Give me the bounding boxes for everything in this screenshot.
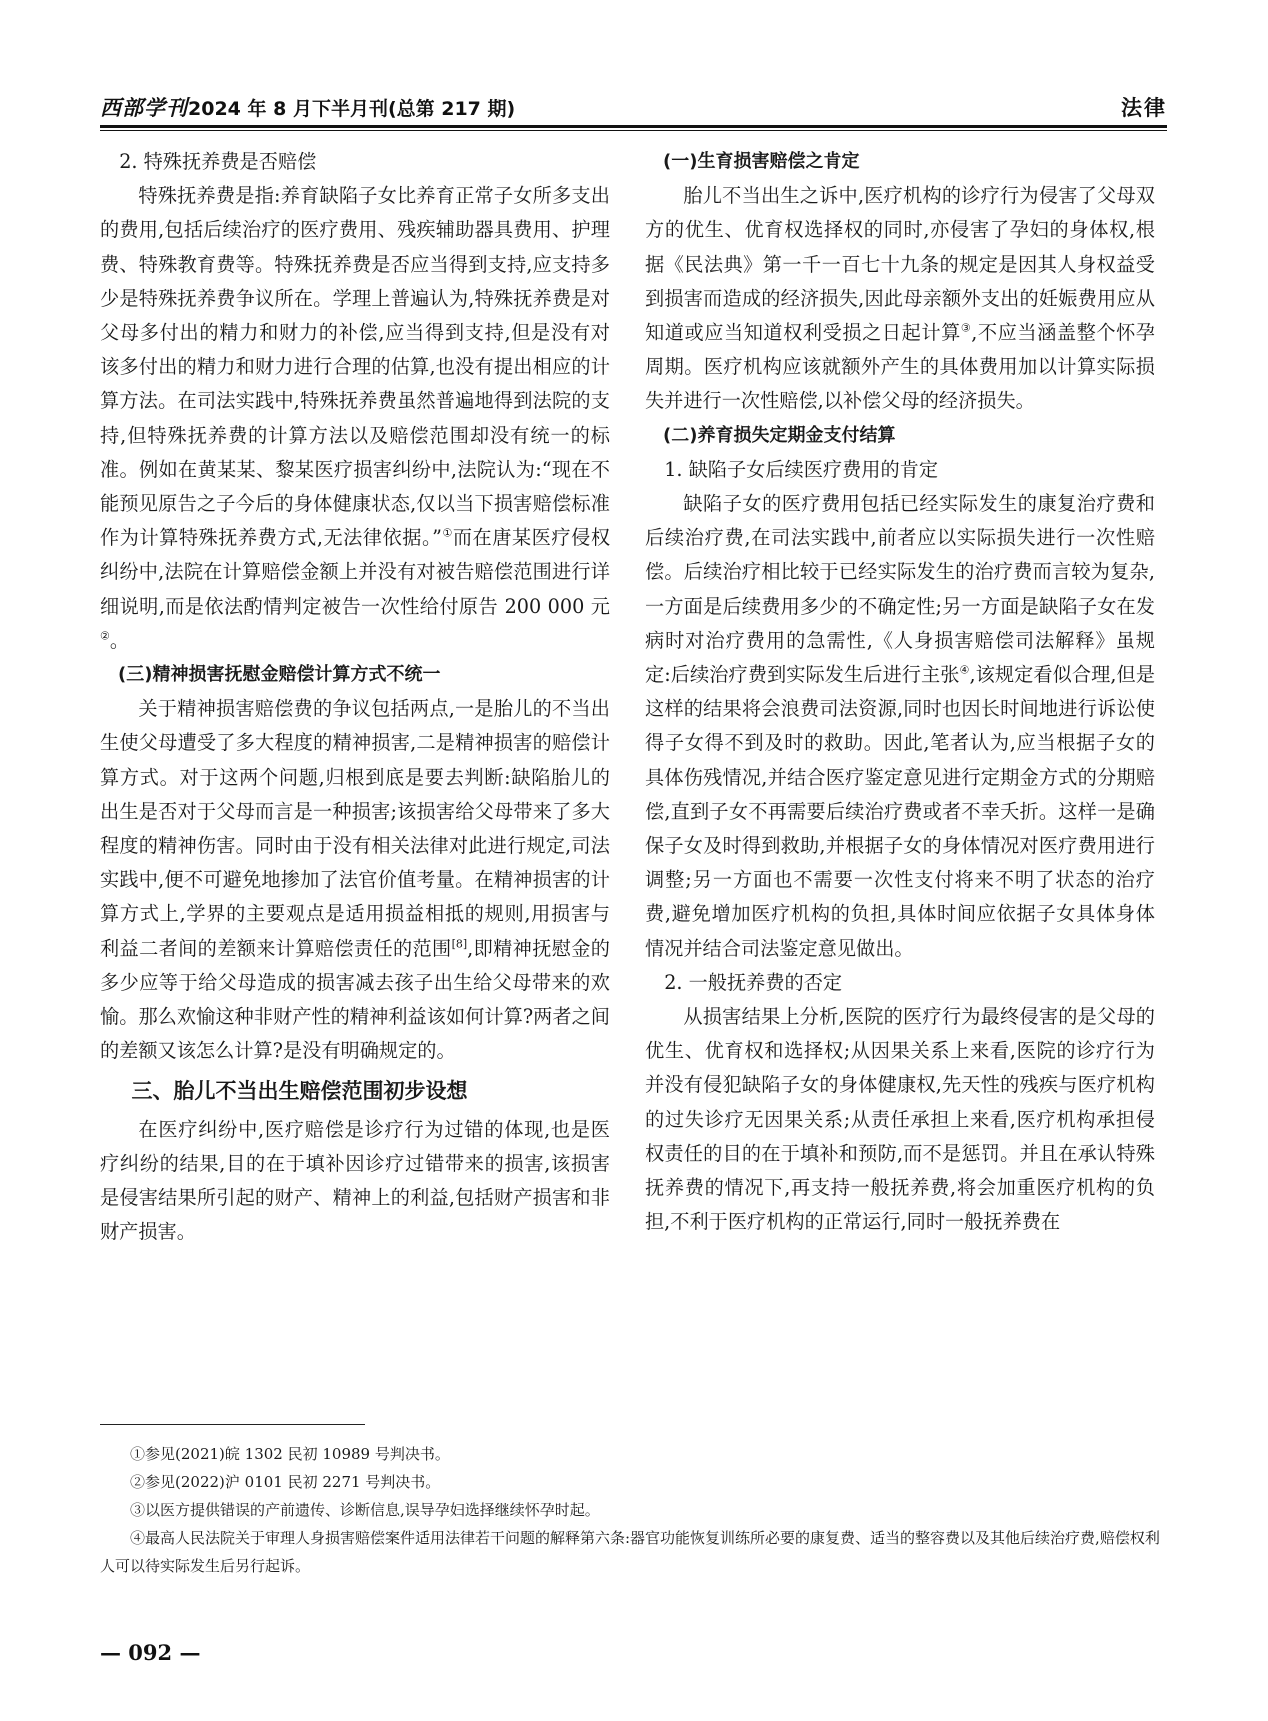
paragraph: 从损害结果上分析,医院的医疗行为最终侵害的是父母的优生、优育权和选择权;从因果关系上来看,医院的诊疗行为并没有侵犯缺陷子女的身体健康权,先天性的残疾与医疗机构的过失诊疗无因果关系;从责任承担上来看,医疗机构承担侵权责任的目的在于填补和预防,而不是惩罚。并且在承认特殊抚养费的情况下,再支持一般抚养费,将会加重医疗机构的负担,不利于医疗机构的正常运行,同时一般抚养费在 xyxy=(645,1005,1155,1234)
footnote: ③以医方提供错误的产前遗传、诊断信息,误导孕妇选择继续怀孕时起。 xyxy=(130,1501,600,1519)
footnote: ④最高人民法院关于审理人身损害赔偿案件适用法律若干问题的解释第六条:器官功能恢复训练所必要的康复费、适当的整容费以及其他后续治疗费,赔偿权利人可以待实际发生后另行起诉。 xyxy=(100,1529,1160,1575)
subheading: 2. 特殊抚养费是否赔偿 xyxy=(119,150,317,173)
paragraph-text: 关于精神损害赔偿费的争议包括两点,一是胎儿的不当出生使父母遭受了多大程度的精神损害,二是精神损害的赔偿计算方式。对于这两个问题,归根到底是要去判断:缺陷胎儿的出生是否对于父母而言是一种损害;该损害给父母带来了多大程度的精神伤害。同时由于没有相关法律对此进行规定,司法实践中,便不可避免地掺加了法官价值考量。在精神损害的计算方式上,学界的主要观点是适用损益相抵的规则,用损害与利益二者间的差额来计算赔偿责任的范围 xyxy=(100,697,610,960)
footnote-marker: ① xyxy=(441,526,453,540)
paragraph-text: 而在唐某医疗侵权纠纷中,法院在计算赔偿金额上并没有对被告赔偿范围进行详细说明,而是依法酌情判定被告一次性给付原告 200 000 元 xyxy=(100,526,611,618)
section-name: 法律 xyxy=(1121,96,1167,120)
paragraph-text: 。 xyxy=(109,628,130,652)
paragraph: 在医疗纠纷中,医疗赔偿是诊疗行为过错的体现,也是医疗纠纷的结果,目的在于填补因诊疗过错带来的损害,该损害是侵害结果所引起的财产、精神上的利益,包括财产损害和非财产损害。 xyxy=(100,1117,610,1244)
footnotes xyxy=(100,1440,1167,1580)
paragraph-text: 胎儿不当出生之诉中,医疗机构的诊疗行为侵害了父母双方的优生、优育权选择权的同时,亦侵害了孕妇的身体权,根据《民法典》第一千一百七十九条的规定是因其人身权益受到损害而造成的经济损失,因此母亲额外支出的妊娠费用应从知道或应当知道权利受损之日起计算 xyxy=(645,184,1155,345)
right-column xyxy=(645,145,1155,1240)
paragraph xyxy=(645,487,1155,966)
footnote-marker: ③ xyxy=(960,321,972,335)
footnote-marker: ④ xyxy=(959,663,970,677)
paragraph-text: 缺陷子女的医疗费用包括已经实际发生的康复治疗费和后续治疗费,在司法实践中,前者应以实际损失进行一次性赔偿。后续治疗相比较于已经实际发生的治疗费而言较为复杂,一方面是后续费用多少的不确定性;另一方面是缺陷子女在发病时对治疗费用的急需性,《人身损害赔偿司法解释》虽规定:后续治疗费到实际发生后进行主张 xyxy=(645,492,1155,687)
header-rule-thin xyxy=(100,130,1167,131)
issue-label: 2024 年 8 月下半月刊(总第 217 期) xyxy=(188,98,516,120)
paragraph-text: ,即精神抚慰金的多少应等于给父母造成的损害减去孩子出生给父母带来的欢愉。那么欢愉这种非财产性的精神利益该如何计算?两者之间的差额又该怎么计算?是没有明确规定的。 xyxy=(100,936,610,1063)
citation-marker: [8] xyxy=(451,937,468,951)
subheading: 2. 一般抚养费的否定 xyxy=(664,970,843,994)
footnote-marker: ② xyxy=(100,629,110,643)
footnote: ①参见(2021)皖 1302 民初 10989 号判决书。 xyxy=(130,1445,450,1463)
section-subheading: (三)精神损害抚慰金赔偿计算方式不统一 xyxy=(118,664,441,686)
paragraph xyxy=(645,179,1155,418)
header-left xyxy=(100,92,515,122)
section-subheading: (二)养育损失定期金支付结算 xyxy=(663,424,896,446)
page-header xyxy=(100,86,1167,122)
page-number: — 092 — xyxy=(100,1640,201,1665)
paragraph-text: ,该规定看似合理,但是这样的结果将会浪费司法资源,同时也因长时间地进行诉讼使得子女得不到及时的救助。因此,笔者认为,应当根据子女的具体伤残情况,并结合医疗鉴定意见进行定期金方式的分期赔偿,直到子女不再需要后续治疗费或者不幸夭折。这样一是确保子女及时得到救助,并根据子女的身体情况对医疗费用进行调整;另一方面也不需要一次性支付将来不明了状态的治疗费,避免增加医疗机构的负担,具体时间应依据子女具体身体情况并结合司法鉴定意见做出。 xyxy=(645,663,1156,960)
footnote: ②参见(2022)沪 0101 民初 2271 号判决书。 xyxy=(130,1473,441,1491)
header-rule xyxy=(100,125,1167,128)
paragraph-text: ,不应当涵盖整个怀孕周期。医疗机构应该就额外产生的具体费用加以计算实际损失并进行一次性赔偿,以补偿父母的经济损失。 xyxy=(645,321,1155,413)
subheading: 1. 缺陷子女后续医疗费用的肯定 xyxy=(664,457,939,481)
left-column xyxy=(100,145,610,1250)
journal-logo: 西部学刊 xyxy=(100,95,188,120)
section-heading: 三、胎儿不当出生赔偿范围初步设想 xyxy=(131,1079,468,1104)
footnote-rule xyxy=(100,1424,365,1425)
paragraph-text: 特殊抚养费是指:养育缺陷子女比养育正常子女所多支出的费用,包括后续治疗的医疗费用、残疾辅助器具费用、护理费、特殊教育费等。特殊抚养费是否应当得到支持,应支持多少是特殊抚养费争议所在。学理上普遍认为,特殊抚养费是对父母多付出的精力和财力的补偿,应当得到支持,但是没有对该多付出的精力和财力进行合理的估算,也没有提出相应的计算方法。在司法实践中,特殊抚养费虽然普遍地得到法院的支持,但特殊抚养费的计算方法以及赔偿范围却没有统一的标准。例如在黄某某、黎某医疗损害纠纷中,法院认为:“现在不能预见原告之子今后的身体健康状态,仅以当下损害赔偿标准作为计算特殊抚养费方式,无法律依据。” xyxy=(100,184,610,550)
section-subheading: (一)生育损害赔偿之肯定 xyxy=(663,151,860,172)
paragraph xyxy=(100,179,610,658)
paragraph xyxy=(100,692,610,1068)
